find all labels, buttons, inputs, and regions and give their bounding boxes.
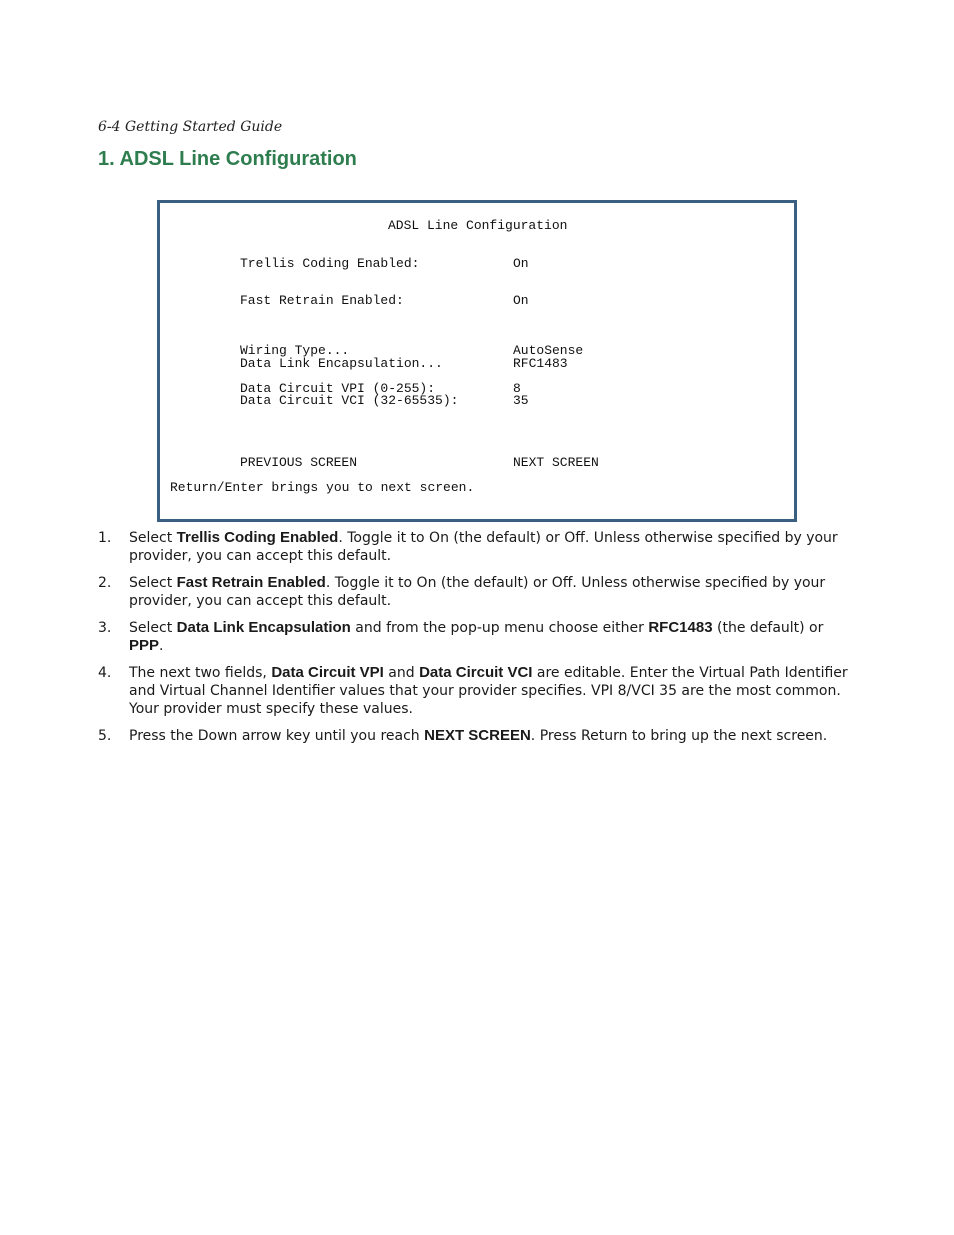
ui-term: Trellis Coding Enabled (176, 529, 339, 546)
running-head: 6-4 Getting Started Guide (98, 119, 283, 135)
trellis-coding-value[interactable]: On (513, 256, 529, 271)
ui-term: RFC1483 (648, 619, 713, 636)
terminal-screen (157, 200, 797, 522)
list-item: 1. Select Trellis Coding Enabled. Toggle it to On (the default) or Off. Unless otherwise specified by your provider, you can accept this default. (98, 529, 838, 564)
vpi-label: Data Circuit VPI (0-255): (240, 381, 436, 396)
next-screen-button[interactable]: NEXT SCREEN (513, 455, 599, 470)
ui-term: Fast Retrain Enabled (176, 574, 326, 591)
list-item: 3. Select Data Link Encapsulation and from the pop-up menu choose either RFC1483 (the default) or PPP. (98, 619, 824, 654)
steps-list (98, 529, 858, 754)
encapsulation-label: Data Link Encapsulation... (240, 356, 443, 371)
step-number: 4. (98, 665, 112, 681)
wiring-type-label: Wiring Type... (240, 343, 350, 358)
list-item: 4. The next two fields, Data Circuit VPI and Data Circuit VCI are editable. Enter the Virtual Path Identifier and Virtual Channel Identifier values that your provider specifies. VPI 8/VCI 35 are the most common. Your provider must specify these values. (98, 664, 848, 717)
encapsulation-value[interactable]: RFC1483 (513, 356, 568, 371)
section-title: 1. ADSL Line Configuration (98, 148, 357, 170)
step-number: 2. (98, 575, 112, 591)
step-number: 3. (98, 620, 112, 636)
vci-value[interactable]: 35 (513, 393, 529, 408)
ui-term: NEXT SCREEN (424, 727, 531, 744)
fast-retrain-label: Fast Retrain Enabled: (240, 293, 404, 308)
step-number: 1. (98, 530, 112, 546)
vci-label: Data Circuit VCI (32-65535): (240, 393, 459, 408)
trellis-coding-label: Trellis Coding Enabled: (240, 256, 420, 271)
ui-term: PPP (129, 637, 160, 654)
list-item: 2. Select Fast Retrain Enabled. Toggle it to On (the default) or Off. Unless otherwise specified by your provider, you can accept this default. (98, 574, 826, 609)
ui-term: Data Circuit VPI (271, 664, 384, 681)
list-item: 5. Press the Down arrow key until you reach NEXT SCREEN. Press Return to bring up the next screen. (98, 727, 828, 744)
wiring-type-value[interactable]: AutoSense (513, 343, 584, 358)
screen-hint: Return/Enter brings you to next screen. (170, 480, 475, 495)
ui-term: Data Link Encapsulation (176, 619, 351, 636)
step-number: 5. (98, 728, 112, 744)
previous-screen-button[interactable]: PREVIOUS SCREEN (240, 455, 358, 470)
ui-term: Data Circuit VCI (419, 664, 533, 681)
screen-title: ADSL Line Configuration (388, 218, 568, 233)
fast-retrain-value[interactable]: On (513, 293, 529, 308)
vpi-value[interactable]: 8 (513, 381, 521, 396)
